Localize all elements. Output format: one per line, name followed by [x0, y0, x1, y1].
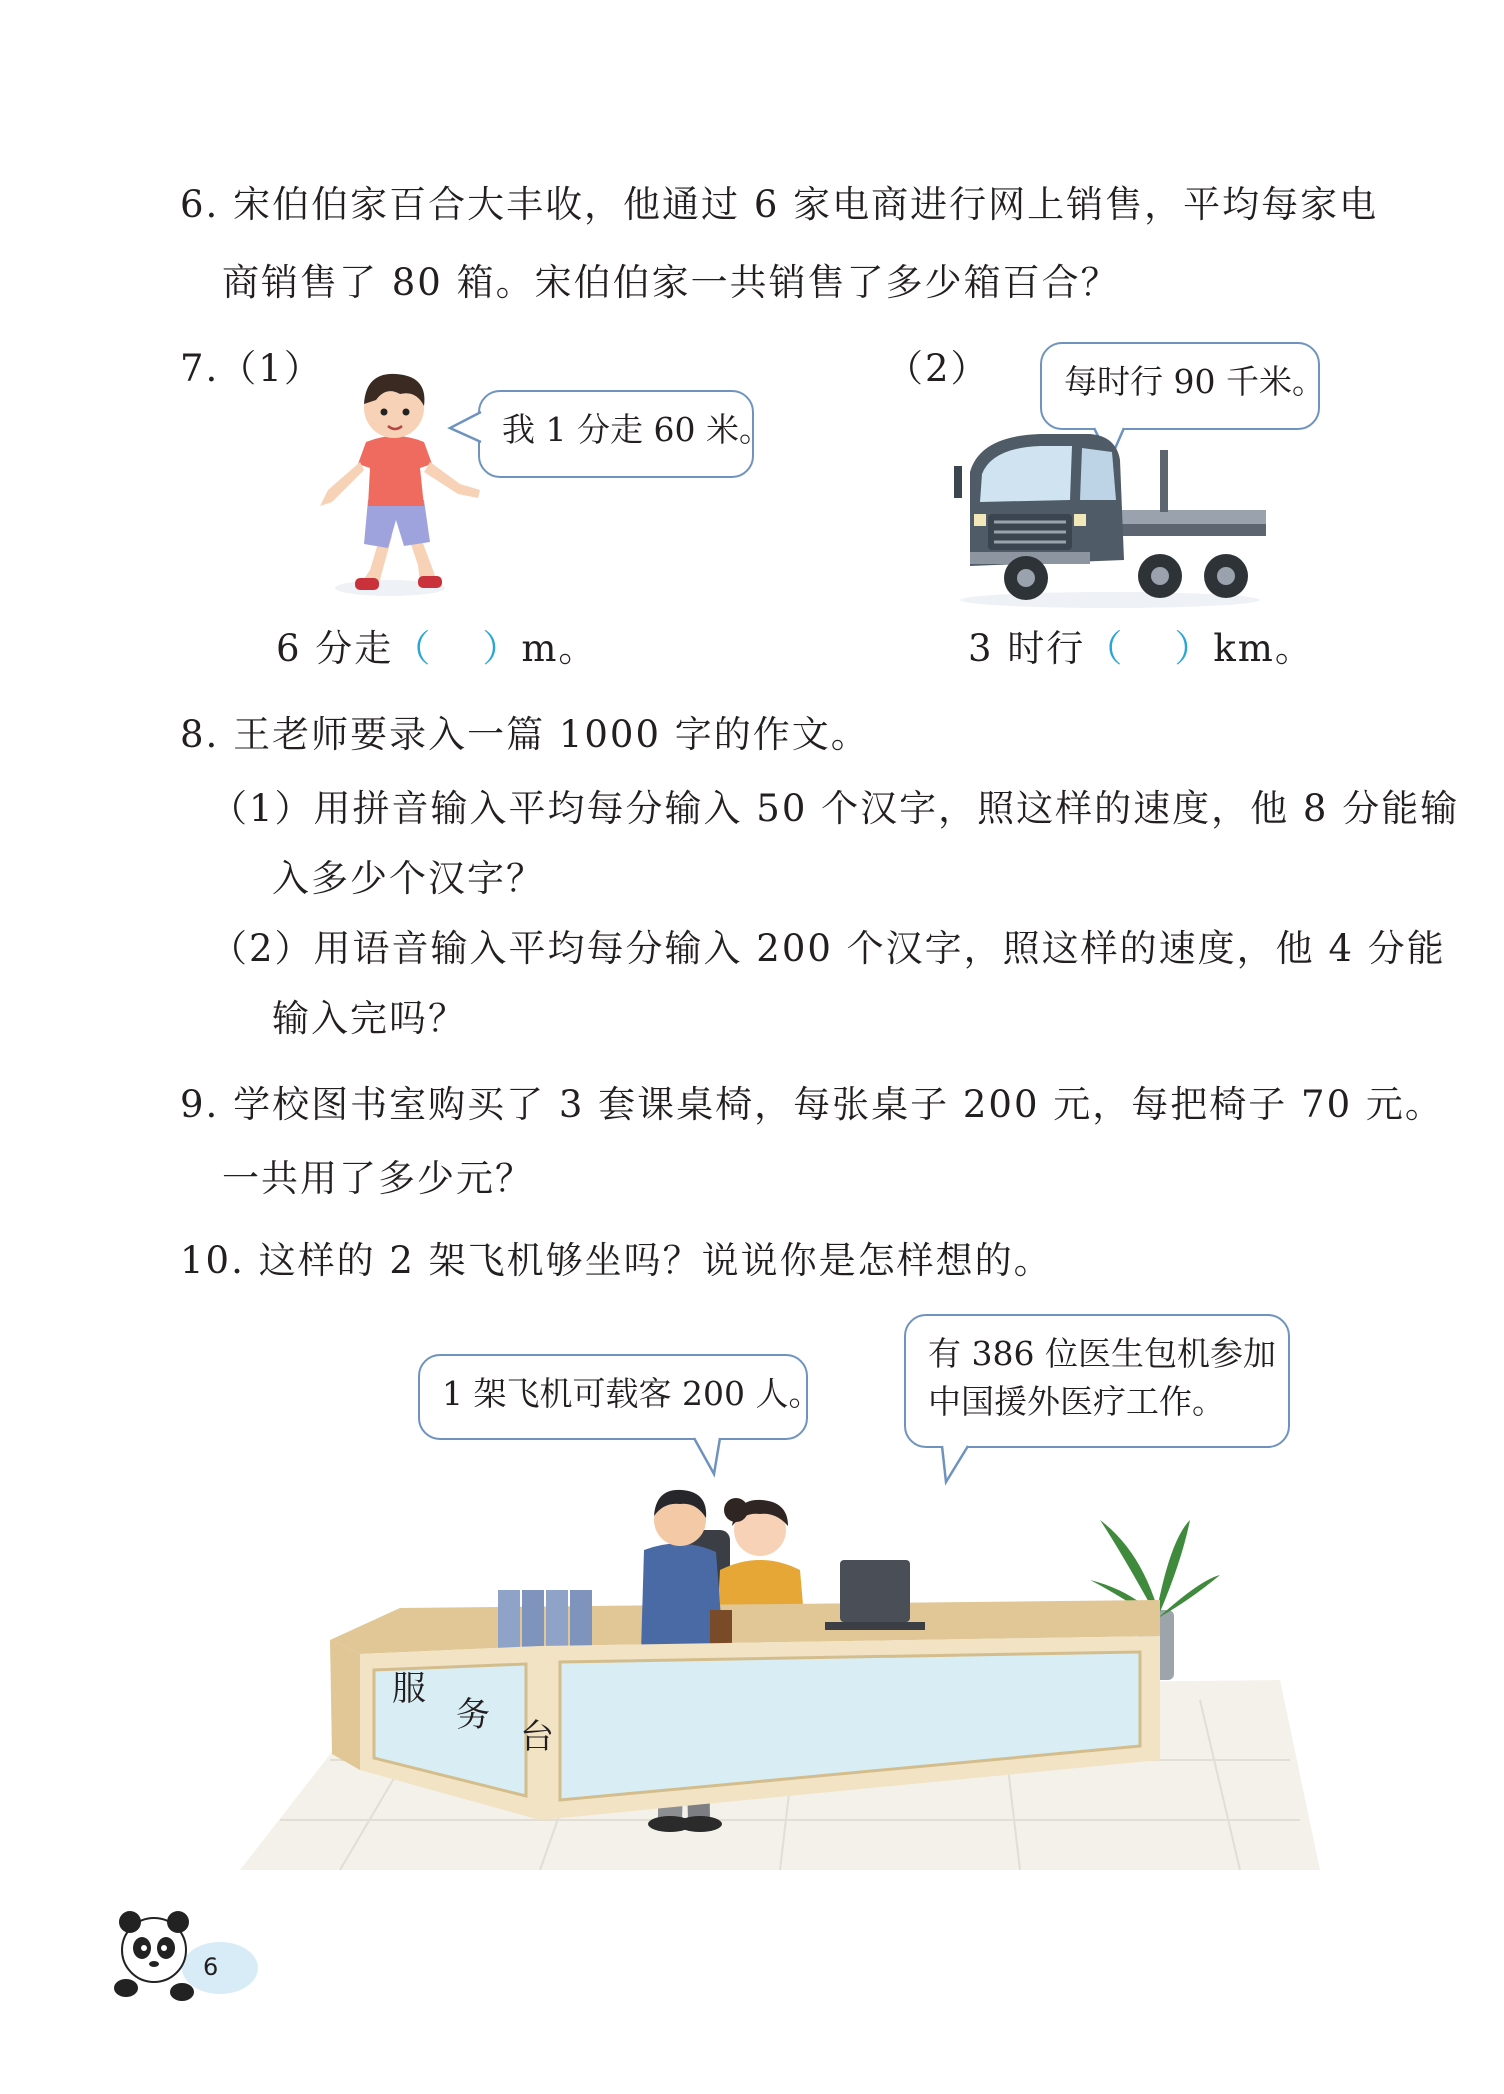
desk-label-char-2: 务 — [456, 1695, 492, 1735]
truck-speech-text: 每时行 90 千米。 — [1064, 362, 1325, 401]
q8-line-1: 8. 王老师要录入一篇 1000 字的作文。 — [180, 713, 870, 756]
clerk-speech-text: 1 架飞机可载客 200 人。 — [442, 1374, 822, 1413]
q10-line-1: 10. 这样的 2 架飞机够坐吗？说说你是怎样想的。 — [180, 1239, 1053, 1282]
service-desk-illustration — [240, 1440, 1320, 1880]
q7-answer-1-open-paren: （ — [393, 627, 433, 670]
q6-line-2: 商销售了 80 箱。宋伯伯家一共销售了多少箱百合？ — [222, 261, 1120, 304]
page-number: 6 — [203, 1953, 219, 1981]
boy-speech-text: 我 1 分走 60 米。 — [502, 410, 772, 449]
q7-answer-2-unit: km。 — [1213, 627, 1314, 670]
desk-label-char-1: 服 — [392, 1669, 428, 1709]
doctor-speech-bubble — [904, 1314, 1290, 1448]
doctor-speech-line-2: 中国援外医疗工作。 — [928, 1381, 1225, 1421]
q7-part2-label: （2） — [886, 347, 990, 390]
boy-bubble-tail — [448, 410, 482, 446]
clerk-speech-bubble — [418, 1354, 822, 1440]
q8-part2-line-2: 输入完吗？ — [272, 997, 467, 1040]
q7-answer-1-prefix: 6 分走 — [276, 627, 394, 670]
q7-answer-1 — [276, 627, 598, 670]
walking-boy-illustration — [320, 360, 500, 600]
q8-part1-line-2: 入多少个汉字？ — [272, 857, 545, 900]
q6-line-1: 6. 宋伯伯家百合大丰收，他通过 6 家电商进行网上销售，平均每家电 — [180, 183, 1379, 226]
q7-answer-1-close-paren: ） — [482, 627, 522, 670]
panda-mascot-icon — [110, 1904, 260, 2004]
q7-answer-2 — [968, 627, 1314, 670]
boy-speech-bubble — [478, 390, 772, 478]
q8-part1-line-1: （1）用拼音输入平均每分输入 50 个汉字，照这样的速度，他 8 分能输 — [210, 787, 1460, 830]
truck-speech-bubble — [1040, 342, 1325, 430]
q7-answer-2-open-paren: （ — [1085, 627, 1125, 670]
truck-illustration — [940, 430, 1280, 610]
q8-part2-line-1: （2）用语音输入平均每分输入 200 个汉字，照这样的速度，他 4 分能 — [210, 927, 1446, 970]
desk-label-char-3: 台 — [520, 1717, 556, 1757]
q9-line-1: 9. 学校图书室购买了 3 套课桌椅，每张桌子 200 元，每把椅子 70 元。 — [180, 1083, 1444, 1126]
doctor-speech-line-1: 有 386 位医生包机参加 — [928, 1334, 1276, 1373]
q7-answer-1-unit: m。 — [521, 627, 598, 670]
q7-answer-2-prefix: 3 时行 — [968, 627, 1086, 670]
q9-line-2: 一共用了多少元？ — [222, 1157, 534, 1200]
q7-answer-2-close-paren: ） — [1174, 627, 1214, 670]
q7-label: 7.（1） — [180, 347, 323, 390]
